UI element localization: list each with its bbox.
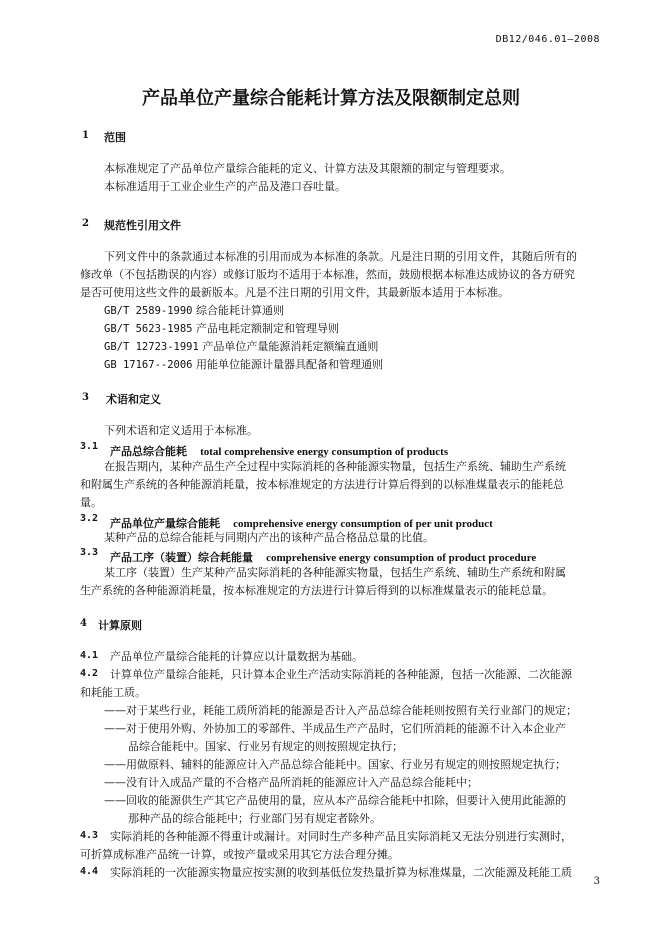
reference-item [104, 338, 378, 356]
clause-4-1-number: 4.1 [80, 650, 99, 661]
section-1-heading: 范围 [104, 131, 126, 144]
list-item: ——没有计入成品产量的不合格产品所消耗的能源应计入产品总综合能耗中； [104, 776, 478, 789]
section-3-number: 3 [82, 392, 89, 403]
term-3-1-line-1: 在报告期内，某种产品生产全过程中实际消耗的各种能源实物量，包括生产系统、辅助生产系统 [104, 460, 566, 473]
reference-title: 产品电耗定额制定和管理导则 [196, 322, 340, 335]
section-2-heading: 规范性引用文件 [104, 219, 181, 232]
reference-title: 用能单位能源计量器具配备和管理通则 [196, 358, 384, 371]
s2-paragraph-line-1: 下列文件中的条款通过本标准的引用而成为本标准的条款。凡是注日期的引用文件，其随后所有的 [104, 250, 577, 263]
clause-4-2-line-2: 和耗能工质。 [80, 686, 146, 699]
term-3-3-english: comprehensive energy consumption of product procedure [266, 552, 537, 564]
reference-code: GB/T 2589-1990 [104, 305, 193, 317]
term-3-1-number: 3.1 [80, 441, 99, 452]
term-3-3-line-2: 生产系统的各种能源消耗量，按本标准规定的方法进行计算后得到的以标准煤量表示的能耗总量。 [80, 584, 553, 597]
s1-paragraph-1: 本标准规定了产品单位产量综合能耗的定义、计算方法及其限额的制定与管理要求。 [104, 162, 511, 175]
term-3-2-name: 产品单位产量综合能耗 [110, 517, 220, 530]
clause-4-4-line-1: 实际消耗的一次能源实物量应按实测的收到基低位发热量折算为标准煤量，二次能源及耗能工质 [110, 866, 572, 879]
list-item: ——对于使用外购、外协加工的零部件、半成品生产产品时，它们所消耗的能源不计入本企业产 [104, 722, 566, 735]
term-3-1-line-3: 量。 [80, 496, 102, 509]
clause-4-1-text: 产品单位产量综合能耗的计算应以计量数据为基础。 [110, 650, 363, 663]
clause-4-4-number: 4.4 [80, 866, 99, 877]
page-number: 3 [593, 876, 600, 887]
clause-4-3-line-2: 可折算成标准产品统一计算，或按产量或采用其它方法合理分摊。 [80, 848, 399, 861]
clause-4-3-number: 4.3 [80, 830, 99, 841]
list-item-continuation: 那种产品的综合能耗中；行业部门另有规定者除外。 [128, 812, 381, 825]
term-3-3-name: 产品工序（装置）综合耗能量 [110, 551, 253, 564]
reference-title: 产品单位产量能源消耗定额编直通则 [202, 340, 379, 353]
term-3-2-english: comprehensive energy consumption of per unit product [233, 518, 493, 530]
s2-paragraph-line-3: 是否可使用这些文件的最新版本。凡是不注日期的引用文件，其最新版本适用于本标准。 [80, 286, 509, 299]
list-item: ——对于某些行业，耗能工质所消耗的能源是否计入产品总综合能耗则按照有关行业部门的规定； [104, 704, 577, 717]
term-3-1-english: total comprehensive energy consumption of products [200, 446, 449, 458]
term-3-3-line-1: 某工序（装置）生产某种产品实际消耗的各种能源实物量，包括生产系统、辅助生产系统和附属 [104, 566, 566, 579]
term-3-2-line-1: 某种产品的总综合能耗与同期内产出的该种产品合格品总量的比值。 [104, 531, 434, 544]
page-title: 产品单位产量综合能耗计算方法及限额制定总则 [142, 88, 520, 109]
reference-code: GB/T 5623-1985 [104, 323, 193, 335]
term-3-1-line-2: 和附属生产系统的各种能源消耗量，按本标准规定的方法进行计算后得到的以标准煤量表示的能耗总 [80, 478, 564, 491]
s2-paragraph-line-2: 修改单（不包括勘误的内容）或修订版均不适用于本标准，然而，鼓励根据本标准达成协议的各方研究 [80, 268, 575, 281]
term-3-2-number: 3.2 [80, 513, 99, 524]
section-4-number: 4 [80, 618, 87, 629]
reference-title: 综合能耗计算通则 [196, 304, 285, 317]
section-1-number: 1 [82, 130, 89, 141]
reference-code: GB 17167--2006 [104, 359, 193, 371]
clause-4-3-line-1: 实际消耗的各种能源不得重计或漏计。对同时生产多种产品且实际消耗又无法分别进行实测时， [110, 830, 572, 843]
term-3-3-number: 3.3 [80, 547, 99, 558]
s1-paragraph-2: 本标准适用于工业企业生产的产品及港口吞吐量。 [104, 180, 346, 193]
list-item-continuation: 品综合能耗中。国家、行业另有规定的则按照规定执行； [128, 740, 403, 753]
clause-4-2-number: 4.2 [80, 668, 99, 679]
section-3-heading: 术语和定义 [106, 393, 161, 406]
term-3-1-name: 产品总综合能耗 [110, 445, 187, 458]
document-code: DB12/046.01—2008 [495, 34, 600, 45]
list-item: ——用做原料、辅料的能源应计入产品总综合能耗中。国家、行业另有规定的则按照规定执行； [104, 758, 566, 771]
clause-4-2-line-1: 计算单位产量综合能耗，只计算本企业生产活动实际消耗的各种能源，包括一次能源、二次能源 [110, 668, 572, 681]
term-3-3-heading [110, 546, 536, 565]
reference-code: GB/T 12723-1991 [104, 341, 199, 353]
s3-intro: 下列术语和定义适用于本标准。 [104, 424, 258, 437]
reference-item [104, 320, 339, 338]
list-item: ——回收的能源供生产其它产品使用的量，应从本产品综合能耗中扣除，但要计入使用此能源的 [104, 794, 566, 807]
section-4-heading: 计算原则 [98, 619, 142, 632]
reference-item [104, 302, 284, 320]
section-2-number: 2 [82, 218, 89, 229]
reference-item [104, 356, 383, 374]
term-3-1-heading [110, 440, 448, 459]
